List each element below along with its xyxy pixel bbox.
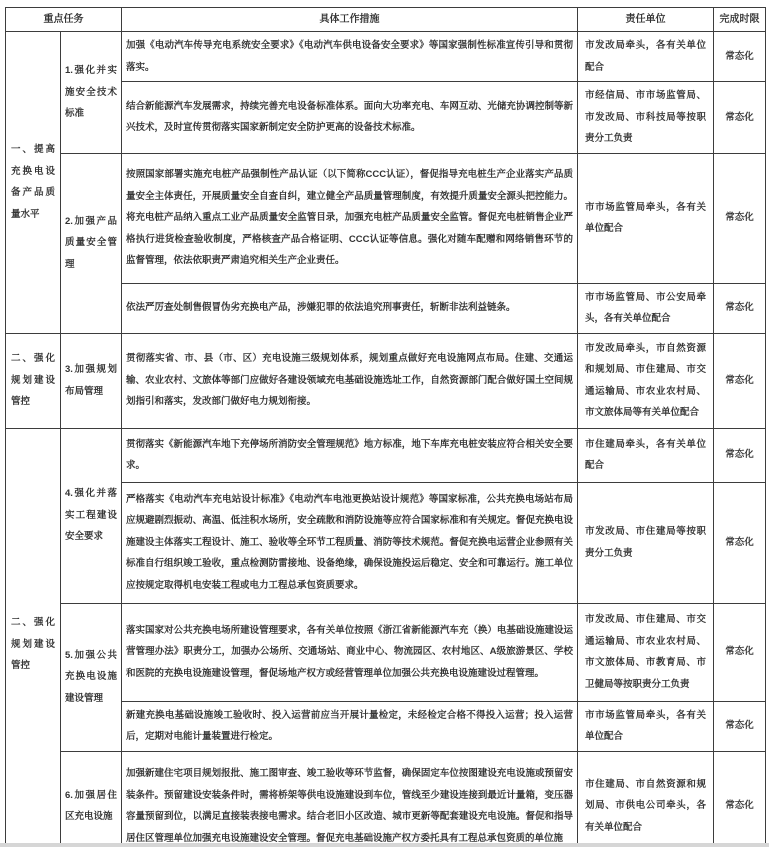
section-cell-1: 一、提高充换电设备产品质量水平 — [6, 32, 61, 334]
deadline-cell: 常态化 — [714, 283, 766, 333]
unit-cell: 市住建局、市自然资源和规划局、市供电公司牵头，各有关单位配合 — [578, 751, 714, 847]
deadline-cell: 常态化 — [714, 32, 766, 82]
measure-cell: 结合新能源汽车发展需求，持续完善充电设备标准体系。面向大功率充电、车网互动、光储充协调控制等新兴技术，及时宣传贯彻落实国家新制定安全防护更高的设备技术标准。 — [122, 82, 578, 154]
header-key-tasks: 重点任务 — [6, 8, 122, 32]
section-cell-2b: 二、强化规划建设管控 — [6, 428, 61, 847]
deadline-cell: 常态化 — [714, 333, 766, 428]
header-work-measures: 具体工作措施 — [122, 8, 578, 32]
unit-cell: 市住建局牵头，各有关单位配合 — [578, 428, 714, 482]
deadline-cell: 常态化 — [714, 751, 766, 847]
table-row — [6, 333, 766, 428]
measure-cell: 加强《电动汽车传导充电系统安全要求》《电动汽车供电设备安全要求》等国家强制性标准宣传引导和贯彻落实。 — [122, 32, 578, 82]
measure-cell: 落实国家对公共充换电场所建设管理要求，各有关单位按照《浙江省新能源汽车充（换）电基础设施建设运营管理办法》职责分工，加强办公场所、交通场站、商业中心、物流园区、农村地区、A级旅游景区、学校和医院的充换电设施建设管理，督促场地产权方或经营管理单位加强公共充换电设施建设过程管理。 — [122, 603, 578, 701]
deadline-cell: 常态化 — [714, 603, 766, 701]
unit-cell: 市经信局、市市场监管局、市发改局、市科技局等按职责分工负责 — [578, 82, 714, 154]
task-cell-1: 1.强化并实施安全技术标准 — [61, 32, 122, 154]
deadline-cell: 常态化 — [714, 428, 766, 482]
measure-cell: 贯彻落实省、市、县（市、区）充电设施三级规划体系，规划重点做好充电设施网点布局。住建、交通运输、农业农村、文旅体等部门应做好各建设领域充电基础设施选址工作，自然资源部门配合做好国土空间规划指引和落实，发改部门做好电力规划衔接。 — [122, 333, 578, 428]
header-deadline: 完成时限 — [714, 8, 766, 32]
table-header-row — [6, 8, 766, 32]
measure-cell: 加强新建住宅项目规划报批、施工图审查、竣工验收等环节监督，确保固定车位按图建设充电设施或预留安装条件。预留建设安装条件时，需将桥架等供电设施建设到车位，管线至少建设连接到最近计量箱，变压器容量预留到位，以满足直接装表接电需求。结合老旧小区改造、城市更新等配套建设充电设施。督促和指导居住区管理单位加强充电设施建设安全管理。督促充电基础设施产权方委托具有工程总承包资质的单位施 — [122, 751, 578, 847]
task-cell-3: 3.加强规划布局管理 — [61, 333, 122, 428]
table-row — [6, 32, 766, 82]
deadline-cell: 常态化 — [714, 482, 766, 603]
unit-cell: 市市场监管局牵头，各有关单位配合 — [578, 153, 714, 283]
measure-cell: 贯彻落实《新能源汽车地下充停场所消防安全管理规范》地方标准，地下车库充电桩安装应符合相关安全要求。 — [122, 428, 578, 482]
measure-cell: 依法严厉查处制售假冒伪劣充换电产品，涉嫌犯罪的依法追究刑事责任，斩断非法利益链条。 — [122, 283, 578, 333]
unit-cell: 市市场监管局、市公安局牵头，各有关单位配合 — [578, 283, 714, 333]
unit-cell: 市发改局、市住建局等按职责分工负责 — [578, 482, 714, 603]
header-responsible-unit: 责任单位 — [578, 8, 714, 32]
task-cell-4: 4.强化并落实工程建设安全要求 — [61, 428, 122, 603]
page-bottom-edge — [0, 843, 769, 847]
unit-cell: 市市场监管局牵头，各有关单位配合 — [578, 701, 714, 751]
table-row — [6, 751, 766, 847]
table-row — [6, 153, 766, 283]
measure-cell: 新建充换电基础设施竣工验收时、投入运营前应当开展计量检定，未经检定合格不得投入运营；投入运营后，定期对电能计量装置进行检定。 — [122, 701, 578, 751]
section-cell-2a: 二、强化规划建设管控 — [6, 333, 61, 428]
table-row — [6, 428, 766, 482]
action-plan-table — [5, 7, 766, 847]
unit-cell: 市发改局牵头，各有关单位配合 — [578, 32, 714, 82]
unit-cell: 市发改局、市住建局、市交通运输局、市农业农村局、市文旅体局、市教育局、市卫健局等按职责分工负责 — [578, 603, 714, 701]
measure-cell: 按照国家部署实施充电桩产品强制性产品认证（以下简称CCC认证），督促指导充电桩生产企业落实产品质量安全主体责任，开展质量安全自查自纠，建立健全产品质量管理制度，有效提升质量安全源头把控能力。将充电桩产品纳入重点工业产品质量安全监管目录，加强充电桩产品质量安全监管。督促充电桩销售企业严格执行进货检查验收制度，严格核查产品合格证明、CCC认证等信息。强化对随车配赠和网络销售环节的监督管理，依法依职责严肃追究相关生产企业责任。 — [122, 153, 578, 283]
deadline-cell: 常态化 — [714, 82, 766, 154]
deadline-cell: 常态化 — [714, 701, 766, 751]
measure-cell: 严格落实《电动汽车充电站设计标准》《电动汽车电池更换站设计规范》等国家标准，公共充换电场站布局应规避剧烈振动、高温、低洼积水场所，安全疏散和消防设施等应符合国家标准和有关规定。督促充换电设施建设主体落实工程设计、施工、验收等全环节工程质量、消防等技术规范。督促充换电运营企业参照有关标准自行组织竣工验收，重点检测防雷接地、设备绝缘，确保设施投运后稳定、安全和可靠运行。施工单位应按规定取得机电安装工程或电力工程总承包资质要求。 — [122, 482, 578, 603]
table-row — [6, 603, 766, 701]
unit-cell: 市发改局牵头，市自然资源和规划局、市住建局、市交通运输局、市农业农村局、市文旅体局等有关单位配合 — [578, 333, 714, 428]
task-cell-6: 6.加强居住区充电设施 — [61, 751, 122, 847]
deadline-cell: 常态化 — [714, 153, 766, 283]
task-cell-2: 2.加强产品质量安全管理 — [61, 153, 122, 333]
task-cell-5: 5.加强公共充换电设施建设管理 — [61, 603, 122, 751]
